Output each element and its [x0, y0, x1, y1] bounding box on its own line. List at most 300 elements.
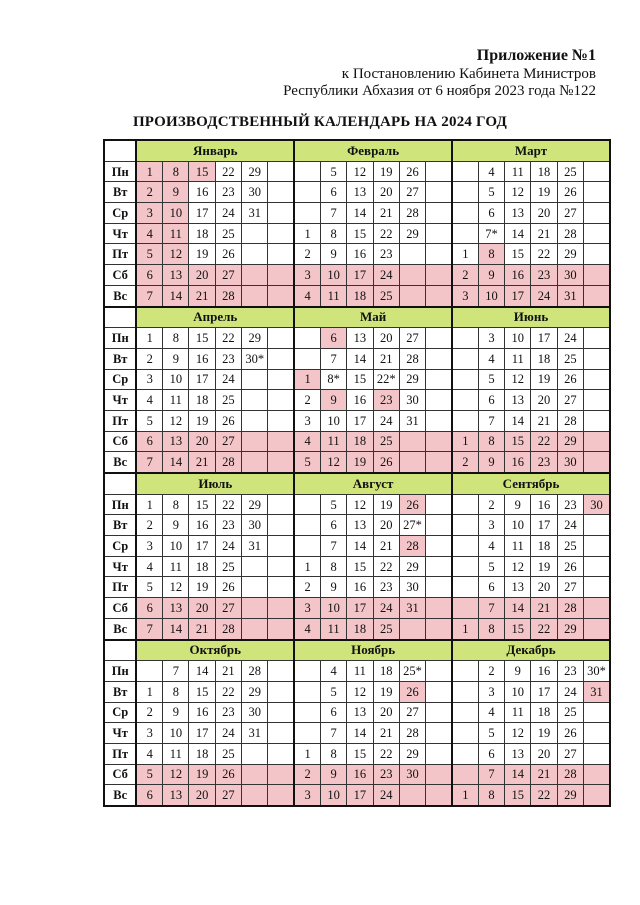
day-cell: 6 — [478, 743, 504, 764]
day-cell: 23 — [373, 244, 399, 265]
day-cell: 22 — [531, 244, 557, 265]
day-cell: 13 — [347, 328, 373, 349]
day-cell: 14 — [163, 618, 189, 639]
day-cell — [584, 536, 611, 557]
day-cell — [268, 431, 294, 452]
day-cell: 8 — [163, 494, 189, 515]
day-cell: 24 — [373, 598, 399, 619]
day-cell: 11 — [505, 536, 531, 557]
day-cell: 27 — [399, 702, 425, 723]
day-cell: 12 — [163, 577, 189, 598]
day-cell — [399, 265, 425, 286]
day-cell — [268, 348, 294, 369]
day-cell: 1 — [452, 431, 478, 452]
day-cell: 7 — [163, 661, 189, 682]
day-cell — [584, 723, 611, 744]
month-header: Июнь — [452, 307, 610, 328]
day-cell: 9 — [163, 702, 189, 723]
day-cell: 17 — [347, 265, 373, 286]
day-cell: 8 — [320, 223, 346, 244]
day-cell: 11 — [347, 661, 373, 682]
day-cell: 22 — [215, 328, 241, 349]
day-cell: 18 — [531, 536, 557, 557]
day-cell — [452, 390, 478, 411]
day-cell: 9 — [505, 661, 531, 682]
day-cell: 18 — [347, 285, 373, 306]
day-cell — [268, 328, 294, 349]
day-cell: 16 — [347, 244, 373, 265]
day-cell — [426, 536, 452, 557]
corner-cell — [104, 140, 136, 161]
day-cell: 4 — [478, 348, 504, 369]
day-cell: 11 — [505, 161, 531, 182]
day-cell: 28 — [399, 203, 425, 224]
day-cell: 31 — [557, 285, 583, 306]
day-cell: 28 — [399, 723, 425, 744]
day-cell — [584, 764, 611, 785]
day-cell — [426, 598, 452, 619]
day-cell: 10 — [163, 723, 189, 744]
day-cell: 20 — [373, 328, 399, 349]
day-cell: 30 — [399, 390, 425, 411]
day-cell: 12 — [320, 452, 346, 473]
day-cell: 2 — [478, 494, 504, 515]
day-cell: 22 — [531, 618, 557, 639]
day-cell: 5 — [320, 681, 346, 702]
day-cell: 17 — [347, 410, 373, 431]
day-cell: 10 — [320, 410, 346, 431]
day-cell: 9 — [320, 244, 346, 265]
day-cell — [268, 203, 294, 224]
day-cell: 27 — [557, 203, 583, 224]
day-cell: 13 — [163, 265, 189, 286]
day-cell: 2 — [452, 265, 478, 286]
weekday-label: Вс — [104, 785, 136, 806]
day-cell: 6 — [320, 515, 346, 536]
day-cell: 8 — [320, 743, 346, 764]
weekday-label: Ср — [104, 369, 136, 390]
day-cell: 2 — [136, 182, 162, 203]
day-cell: 3 — [294, 410, 320, 431]
day-cell: 19 — [531, 556, 557, 577]
day-cell: 27 — [399, 182, 425, 203]
day-cell: 21 — [373, 348, 399, 369]
day-cell: 30 — [242, 515, 268, 536]
day-cell: 11 — [320, 285, 346, 306]
day-cell: 20 — [189, 598, 215, 619]
day-cell: 19 — [189, 244, 215, 265]
day-cell: 20 — [531, 743, 557, 764]
day-cell: 25 — [557, 161, 583, 182]
day-cell: 26 — [557, 723, 583, 744]
day-cell: 29 — [557, 431, 583, 452]
day-cell: 20 — [189, 265, 215, 286]
day-cell: 18 — [373, 661, 399, 682]
day-cell: 26 — [215, 410, 241, 431]
document-header — [283, 46, 596, 100]
day-cell: 20 — [189, 785, 215, 806]
day-cell: 24 — [215, 536, 241, 557]
day-cell: 8 — [478, 244, 504, 265]
day-cell: 4 — [294, 431, 320, 452]
day-cell: 1 — [452, 785, 478, 806]
day-cell — [452, 328, 478, 349]
day-cell: 29 — [242, 161, 268, 182]
day-cell: 7 — [320, 203, 346, 224]
day-cell: 18 — [347, 431, 373, 452]
day-cell: 8 — [320, 556, 346, 577]
day-cell: 15 — [189, 328, 215, 349]
day-cell: 8* — [320, 369, 346, 390]
month-header: Февраль — [294, 140, 452, 161]
day-cell: 20 — [373, 182, 399, 203]
day-cell: 17 — [505, 285, 531, 306]
day-cell: 10 — [163, 203, 189, 224]
day-cell: 4 — [136, 743, 162, 764]
day-cell: 9 — [505, 494, 531, 515]
day-cell: 30 — [557, 265, 583, 286]
day-cell — [242, 223, 268, 244]
day-cell: 7 — [478, 764, 504, 785]
day-cell: 26 — [399, 494, 425, 515]
day-cell: 25 — [215, 223, 241, 244]
day-cell: 21 — [531, 764, 557, 785]
day-cell: 31 — [584, 681, 611, 702]
day-cell: 1 — [136, 161, 162, 182]
day-cell — [268, 390, 294, 411]
weekday-label: Чт — [104, 723, 136, 744]
day-cell: 19 — [531, 182, 557, 203]
day-cell: 12 — [505, 556, 531, 577]
day-cell: 26 — [557, 556, 583, 577]
weekday-label: Ср — [104, 536, 136, 557]
day-cell — [242, 556, 268, 577]
day-cell — [452, 598, 478, 619]
day-cell — [242, 785, 268, 806]
day-cell: 29 — [242, 681, 268, 702]
day-cell — [242, 431, 268, 452]
day-cell: 7 — [320, 348, 346, 369]
weekday-label: Сб — [104, 764, 136, 785]
day-cell — [452, 723, 478, 744]
day-cell — [426, 410, 452, 431]
day-cell: 2 — [294, 390, 320, 411]
day-cell: 10 — [320, 598, 346, 619]
day-cell: 23 — [373, 390, 399, 411]
day-cell — [426, 203, 452, 224]
day-cell: 9 — [163, 182, 189, 203]
weekday-label: Вс — [104, 618, 136, 639]
corner-cell — [104, 307, 136, 328]
day-cell: 12 — [163, 410, 189, 431]
day-cell — [294, 681, 320, 702]
weekday-label: Сб — [104, 265, 136, 286]
day-cell: 6 — [478, 203, 504, 224]
day-cell: 7 — [478, 410, 504, 431]
day-cell: 26 — [215, 244, 241, 265]
day-cell: 1 — [294, 369, 320, 390]
day-cell: 20 — [531, 577, 557, 598]
day-cell — [426, 681, 452, 702]
day-cell: 16 — [347, 390, 373, 411]
day-cell: 16 — [189, 348, 215, 369]
day-cell: 29 — [399, 369, 425, 390]
day-cell: 2 — [136, 702, 162, 723]
day-cell: 10 — [505, 515, 531, 536]
day-cell: 29 — [242, 328, 268, 349]
day-cell: 5 — [320, 161, 346, 182]
weekday-label: Вт — [104, 348, 136, 369]
day-cell: 23 — [215, 182, 241, 203]
day-cell: 9 — [163, 515, 189, 536]
day-cell: 28 — [242, 661, 268, 682]
day-cell: 5 — [136, 577, 162, 598]
day-cell: 5 — [136, 764, 162, 785]
day-cell: 29 — [399, 223, 425, 244]
day-cell — [242, 764, 268, 785]
day-cell: 22 — [531, 785, 557, 806]
day-cell: 25 — [373, 285, 399, 306]
day-cell: 13 — [163, 598, 189, 619]
day-cell: 22 — [373, 223, 399, 244]
day-cell — [584, 515, 611, 536]
day-cell: 12 — [505, 723, 531, 744]
day-cell — [294, 536, 320, 557]
day-cell: 9 — [478, 265, 504, 286]
day-cell — [268, 764, 294, 785]
day-cell — [452, 494, 478, 515]
day-cell — [426, 369, 452, 390]
day-cell: 21 — [373, 723, 399, 744]
day-cell — [294, 182, 320, 203]
day-cell: 5 — [478, 369, 504, 390]
day-cell: 13 — [347, 515, 373, 536]
decree-line: к Постановлению Кабинета Министров — [341, 66, 596, 82]
day-cell: 8 — [163, 161, 189, 182]
day-cell — [584, 743, 611, 764]
weekday-label: Ср — [104, 702, 136, 723]
day-cell: 30* — [584, 661, 611, 682]
day-cell — [584, 328, 611, 349]
month-header: Июль — [136, 473, 294, 494]
day-cell — [399, 244, 425, 265]
day-cell: 22 — [215, 681, 241, 702]
day-cell: 27 — [557, 743, 583, 764]
day-cell: 10 — [320, 785, 346, 806]
day-cell: 10 — [320, 265, 346, 286]
day-cell — [426, 431, 452, 452]
day-cell: 25 — [215, 743, 241, 764]
day-cell: 26 — [399, 681, 425, 702]
day-cell: 21 — [531, 410, 557, 431]
weekday-label: Вс — [104, 285, 136, 306]
weekday-label: Пн — [104, 661, 136, 682]
day-cell: 3 — [294, 785, 320, 806]
day-cell: 20 — [531, 203, 557, 224]
day-cell: 2 — [294, 764, 320, 785]
day-cell: 25 — [215, 390, 241, 411]
day-cell: 5 — [478, 182, 504, 203]
day-cell — [268, 723, 294, 744]
day-cell: 15 — [189, 494, 215, 515]
day-cell: 23 — [373, 577, 399, 598]
day-cell: 11 — [163, 223, 189, 244]
day-cell: 23 — [531, 265, 557, 286]
day-cell — [268, 515, 294, 536]
day-cell: 25 — [557, 348, 583, 369]
day-cell: 3 — [294, 265, 320, 286]
day-cell: 1 — [294, 743, 320, 764]
day-cell: 7 — [320, 536, 346, 557]
day-cell: 23 — [215, 515, 241, 536]
day-cell: 5 — [478, 556, 504, 577]
day-cell — [452, 536, 478, 557]
day-cell — [584, 244, 611, 265]
day-cell — [268, 536, 294, 557]
day-cell — [584, 223, 611, 244]
day-cell: 5 — [320, 494, 346, 515]
day-cell: 15 — [189, 681, 215, 702]
day-cell: 31 — [242, 723, 268, 744]
day-cell: 12 — [163, 244, 189, 265]
day-cell: 11 — [163, 556, 189, 577]
weekday-label: Вт — [104, 515, 136, 536]
day-cell — [294, 661, 320, 682]
day-cell: 26 — [399, 161, 425, 182]
day-cell — [399, 452, 425, 473]
day-cell: 9 — [320, 577, 346, 598]
day-cell: 22* — [373, 369, 399, 390]
day-cell: 14 — [189, 661, 215, 682]
day-cell — [426, 785, 452, 806]
day-cell: 10 — [478, 285, 504, 306]
day-cell — [242, 265, 268, 286]
weekday-label: Пн — [104, 328, 136, 349]
day-cell — [268, 161, 294, 182]
day-cell: 2 — [294, 577, 320, 598]
day-cell — [294, 494, 320, 515]
day-cell: 20 — [373, 702, 399, 723]
day-cell: 3 — [136, 723, 162, 744]
day-cell — [584, 702, 611, 723]
day-cell: 16 — [505, 265, 531, 286]
month-header: Апрель — [136, 307, 294, 328]
weekday-label: Ср — [104, 203, 136, 224]
corner-cell — [104, 473, 136, 494]
day-cell: 16 — [189, 515, 215, 536]
day-cell — [584, 203, 611, 224]
day-cell: 21 — [189, 285, 215, 306]
day-cell — [426, 182, 452, 203]
day-cell: 15 — [347, 556, 373, 577]
day-cell: 23 — [557, 661, 583, 682]
day-cell — [294, 203, 320, 224]
day-cell: 29 — [557, 618, 583, 639]
day-cell: 20 — [531, 390, 557, 411]
day-cell: 30 — [557, 452, 583, 473]
weekday-label: Вт — [104, 681, 136, 702]
day-cell: 31 — [242, 203, 268, 224]
day-cell: 8 — [478, 431, 504, 452]
day-cell: 24 — [557, 515, 583, 536]
day-cell: 13 — [505, 203, 531, 224]
day-cell — [268, 785, 294, 806]
day-cell: 3 — [478, 515, 504, 536]
day-cell — [399, 618, 425, 639]
day-cell: 10 — [163, 369, 189, 390]
day-cell: 7 — [320, 723, 346, 744]
day-cell: 26 — [215, 577, 241, 598]
day-cell: 15 — [505, 618, 531, 639]
day-cell — [584, 390, 611, 411]
day-cell: 19 — [531, 723, 557, 744]
month-header: Январь — [136, 140, 294, 161]
day-cell: 14 — [163, 285, 189, 306]
day-cell: 21 — [215, 661, 241, 682]
day-cell: 23 — [557, 494, 583, 515]
day-cell — [426, 390, 452, 411]
day-cell: 27 — [557, 577, 583, 598]
day-cell: 19 — [373, 681, 399, 702]
day-cell: 11 — [163, 743, 189, 764]
day-cell: 1 — [294, 223, 320, 244]
day-cell: 27 — [215, 431, 241, 452]
day-cell: 14 — [347, 536, 373, 557]
day-cell — [242, 244, 268, 265]
day-cell: 9 — [320, 390, 346, 411]
weekday-label: Чт — [104, 556, 136, 577]
day-cell: 4 — [294, 285, 320, 306]
day-cell: 5 — [478, 723, 504, 744]
day-cell: 4 — [478, 161, 504, 182]
day-cell — [426, 494, 452, 515]
day-cell: 26 — [557, 182, 583, 203]
day-cell: 9 — [478, 452, 504, 473]
weekday-label: Пт — [104, 410, 136, 431]
day-cell: 6 — [136, 265, 162, 286]
day-cell: 22 — [215, 161, 241, 182]
day-cell: 24 — [373, 410, 399, 431]
day-cell — [242, 452, 268, 473]
day-cell: 25* — [399, 661, 425, 682]
day-cell: 2 — [294, 244, 320, 265]
day-cell: 9 — [163, 348, 189, 369]
weekday-label: Чт — [104, 223, 136, 244]
day-cell — [268, 661, 294, 682]
day-cell — [399, 785, 425, 806]
day-cell: 16 — [531, 494, 557, 515]
day-cell: 15 — [505, 785, 531, 806]
day-cell — [268, 556, 294, 577]
day-cell — [294, 702, 320, 723]
day-cell: 6 — [478, 390, 504, 411]
day-cell: 3 — [294, 598, 320, 619]
day-cell — [294, 515, 320, 536]
day-cell — [426, 723, 452, 744]
day-cell — [452, 161, 478, 182]
day-cell — [426, 452, 452, 473]
day-cell: 3 — [478, 681, 504, 702]
day-cell: 17 — [531, 681, 557, 702]
day-cell — [452, 369, 478, 390]
day-cell: 3 — [136, 536, 162, 557]
day-cell — [452, 410, 478, 431]
day-cell: 25 — [557, 536, 583, 557]
day-cell — [268, 452, 294, 473]
day-cell: 17 — [189, 203, 215, 224]
day-cell: 14 — [347, 203, 373, 224]
day-cell — [426, 244, 452, 265]
